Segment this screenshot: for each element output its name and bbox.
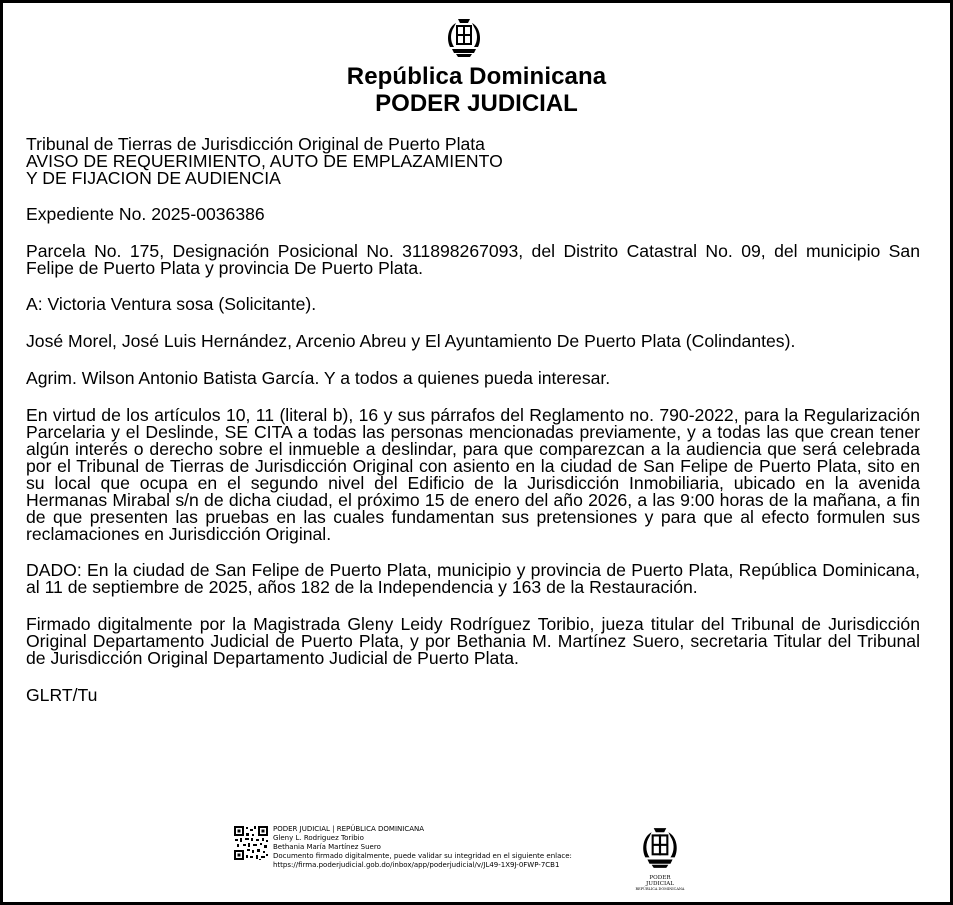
footer-seal — [635, 826, 685, 891]
coat-of-arms-icon — [444, 17, 484, 59]
qr-code-icon[interactable] — [233, 825, 269, 861]
agrimensor-paragraph: Agrim. Wilson Antonio Batista García. Y a todos a quienes pueda interesar. — [26, 368, 611, 389]
notice-body — [26, 136, 920, 724]
colindantes-paragraph: José Morel, José Luis Hernández, Arcenio Abreu y El Ayuntamiento De Puerto Plata (Colindantes). — [26, 331, 796, 352]
seal-caption-line-2: REPÚBLICA DOMINICANA — [635, 887, 685, 891]
citacion-paragraph: En virtud de los artículos 10, 11 (literal b), 16 y sus párrafos del Reglamento no. 790-2022, para la Regularización Parcelaria y el Deslinde, SE CITA a todas las personas mencionadas previamente, y a todas las que crean tener algún interés o derecho sobre el inmueble a deslindar, para que comparezcan a la audiencia que será celebrada por el Tribunal de Tierras de Jurisdicción Original con asiento en la ciudad de San Felipe de Puerto Plata, sito en su local que ocupa en el segundo nivel del Edificio de la Jurisdicción Inmobiliaria, ubicado en la avenida Hermanas Mirabal s/n de dicha ciudad, el próximo 15 de enero del año 2026, a las 9:00 horas de la mañana, a fin de que presenten las pruebas en las cuales fundamentan sus pretensiones y para que al efecto formulen sus reclamaciones en Jurisdicción Original. — [26, 405, 920, 544]
initials: GLRT/Tu — [26, 684, 98, 705]
court-name: Tribunal de Tierras de Jurisdicción Original de Puerto Plata — [26, 134, 485, 154]
firmado-paragraph: Firmado digitalmente por la Magistrada Gleny Leidy Rodríguez Toribio, jueza titular del Tribunal de Jurisdicción Original Departamento Judicial de Puerto Plata, y por Bethania M. Martínez Suero, secretaria Titular del Tribunal de Jurisdicción Original Departamento Judicial de Puerto Plata. — [26, 614, 920, 669]
solicitante-paragraph: A: Victoria Ventura sosa (Solicitante). — [26, 294, 317, 315]
stamp-line-5[interactable]: https://firma.poderjudicial.gob.do/inbox/app/poderjudicial/v/JL49-1X9J-0FWP-7CB1 — [273, 861, 560, 869]
stamp-line-2: Gleny L. Rodriguez Toribio — [273, 834, 364, 842]
seal-caption-line-1: PODER JUDICIAL — [646, 875, 674, 887]
stamp-text — [273, 825, 572, 870]
notice-type-line-1: AVISO DE REQUERIMIENTO, AUTO DE EMPLAZAMIENTO — [26, 150, 503, 171]
expediente-number: Expediente No. 2025-0036386 — [26, 203, 265, 224]
country-title: República Dominicana — [346, 63, 607, 90]
stamp-line-1: PODER JUDICIAL | REPÚBLICA DOMINICANA — [273, 825, 425, 833]
stamp-line-3: Bethania María Martínez Suero — [273, 843, 381, 851]
branch-title: PODER JUDICIAL — [375, 90, 578, 117]
header — [3, 63, 950, 117]
parcela-paragraph: Parcela No. 175, Designación Posicional No. 311898267093, del Distrito Catastral No. 09, del municipio San Felipe de Puerto Plata y provincia De Puerto Plata. — [26, 240, 920, 278]
coat-of-arms-icon — [635, 826, 685, 870]
digital-signature-stamp — [233, 825, 703, 885]
notice-type-line-2: Y DE FIJACION DE AUDIENCIA — [26, 167, 281, 188]
court-heading — [26, 136, 920, 187]
stamp-line-4: Documento firmado digitalmente, puede validar su integridad en el siguiente enlace: — [273, 852, 572, 860]
dado-paragraph: DADO: En la ciudad de San Felipe de Puerto Plata, municipio y provincia de Puerto Plata, República Dominicana, al 11 de septiembre de 2025, años 182 de la Independencia y 163 de la Restauración. — [26, 560, 920, 598]
